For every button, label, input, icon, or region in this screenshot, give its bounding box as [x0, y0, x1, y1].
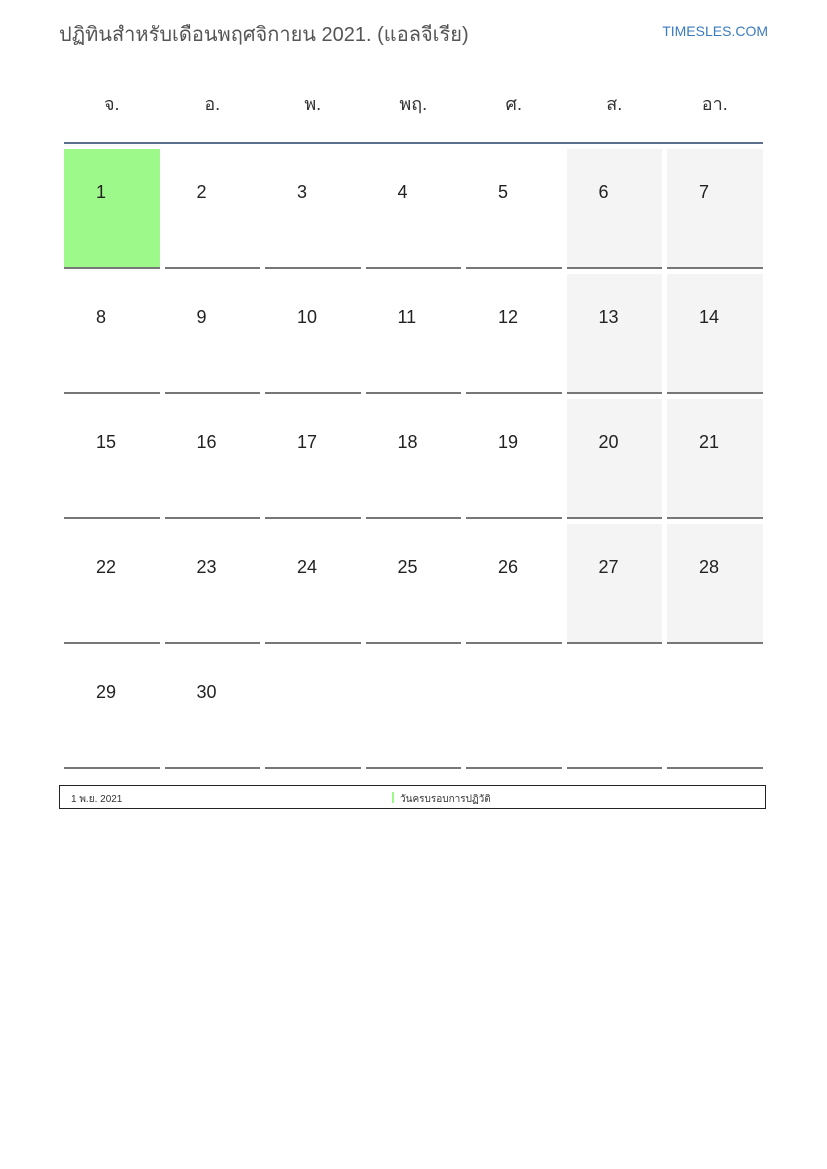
calendar-day-cell[interactable] — [64, 274, 160, 394]
empty-day-cell — [466, 649, 562, 769]
calendar-day-cell[interactable] — [667, 524, 763, 644]
day-number: 29 — [96, 682, 117, 702]
day-number: 10 — [297, 307, 318, 327]
legend-date: 1 พ.ย. 2021 — [71, 794, 123, 805]
day-number: 13 — [598, 307, 619, 327]
weekday-label: ศ. — [505, 94, 522, 114]
calendar-day-cell[interactable] — [567, 149, 663, 269]
day-number: 28 — [699, 557, 720, 577]
empty-day-cell — [667, 649, 763, 769]
legend-description: วันครบรอบการปฏิวัติ — [400, 794, 491, 805]
day-number: 18 — [397, 432, 418, 452]
weekday-label: อา. — [701, 94, 728, 114]
calendar-day-cell[interactable] — [165, 649, 261, 769]
day-number: 4 — [397, 182, 408, 202]
day-number: 20 — [598, 432, 619, 452]
holiday-legend — [59, 785, 766, 809]
calendar-day-cell[interactable] — [466, 274, 562, 394]
day-number: 14 — [699, 307, 720, 327]
calendar-day-cell[interactable] — [64, 399, 160, 519]
day-number: 30 — [196, 682, 217, 702]
calendar-day-cell[interactable] — [165, 399, 261, 519]
weekday-header — [64, 80, 763, 128]
calendar-day-cell[interactable] — [165, 149, 261, 269]
calendar-day-cell[interactable] — [667, 274, 763, 394]
calendar-day-cell[interactable] — [265, 274, 361, 394]
day-number: 7 — [699, 182, 710, 202]
calendar-day-cell[interactable] — [366, 274, 462, 394]
calendar-day-cell[interactable] — [265, 399, 361, 519]
weekday-label: ส. — [606, 94, 623, 114]
day-number: 2 — [196, 182, 207, 202]
day-number: 22 — [96, 557, 117, 577]
weekday-label: พ. — [304, 94, 322, 114]
legend-color-marker — [392, 792, 394, 803]
day-number: 12 — [498, 307, 519, 327]
day-number: 1 — [96, 182, 107, 202]
day-number: 19 — [498, 432, 519, 452]
day-number: 26 — [498, 557, 519, 577]
calendar-day-cell[interactable] — [64, 149, 160, 269]
day-number: 9 — [196, 307, 207, 327]
day-number: 24 — [297, 557, 318, 577]
calendar-day-cell[interactable] — [466, 399, 562, 519]
day-number: 16 — [196, 432, 217, 452]
day-number: 11 — [397, 307, 417, 327]
day-number: 15 — [96, 432, 117, 452]
day-number: 23 — [196, 557, 217, 577]
calendar-day-cell[interactable] — [667, 149, 763, 269]
site-link[interactable]: TIMESLES.COM — [662, 23, 768, 39]
day-number: 21 — [699, 432, 720, 452]
weekday-label: พฤ. — [399, 94, 428, 114]
day-number: 8 — [96, 307, 107, 327]
weekday-label: จ. — [103, 94, 120, 114]
calendar-day-cell[interactable] — [366, 149, 462, 269]
calendar-day-cell[interactable] — [265, 524, 361, 644]
day-number: 3 — [297, 182, 308, 202]
day-number: 5 — [498, 182, 509, 202]
calendar-day-cell[interactable] — [366, 399, 462, 519]
empty-day-cell — [366, 649, 462, 769]
weekday-label: อ. — [204, 94, 221, 114]
empty-day-cell — [265, 649, 361, 769]
page-title: ปฏิทินสำหรับเดือนพฤศจิกายน 2021. (แอลจีเรีย) — [59, 24, 469, 46]
day-number: 27 — [598, 557, 619, 577]
calendar-day-cell[interactable] — [567, 274, 663, 394]
day-number: 17 — [297, 432, 318, 452]
calendar-day-cell[interactable] — [165, 274, 261, 394]
day-number: 6 — [598, 182, 609, 202]
calendar-day-cell[interactable] — [366, 524, 462, 644]
calendar-day-cell[interactable] — [567, 524, 663, 644]
calendar-day-cell[interactable] — [667, 399, 763, 519]
empty-day-cell — [567, 649, 663, 769]
calendar-day-cell[interactable] — [64, 524, 160, 644]
day-number: 25 — [397, 557, 418, 577]
calendar-day-cell[interactable] — [466, 149, 562, 269]
calendar-day-cell[interactable] — [265, 149, 361, 269]
header-divider — [64, 142, 763, 144]
calendar-day-cell[interactable] — [567, 399, 663, 519]
calendar-day-cell[interactable] — [466, 524, 562, 644]
calendar-day-cell[interactable] — [64, 649, 160, 769]
calendar-day-cell[interactable] — [165, 524, 261, 644]
